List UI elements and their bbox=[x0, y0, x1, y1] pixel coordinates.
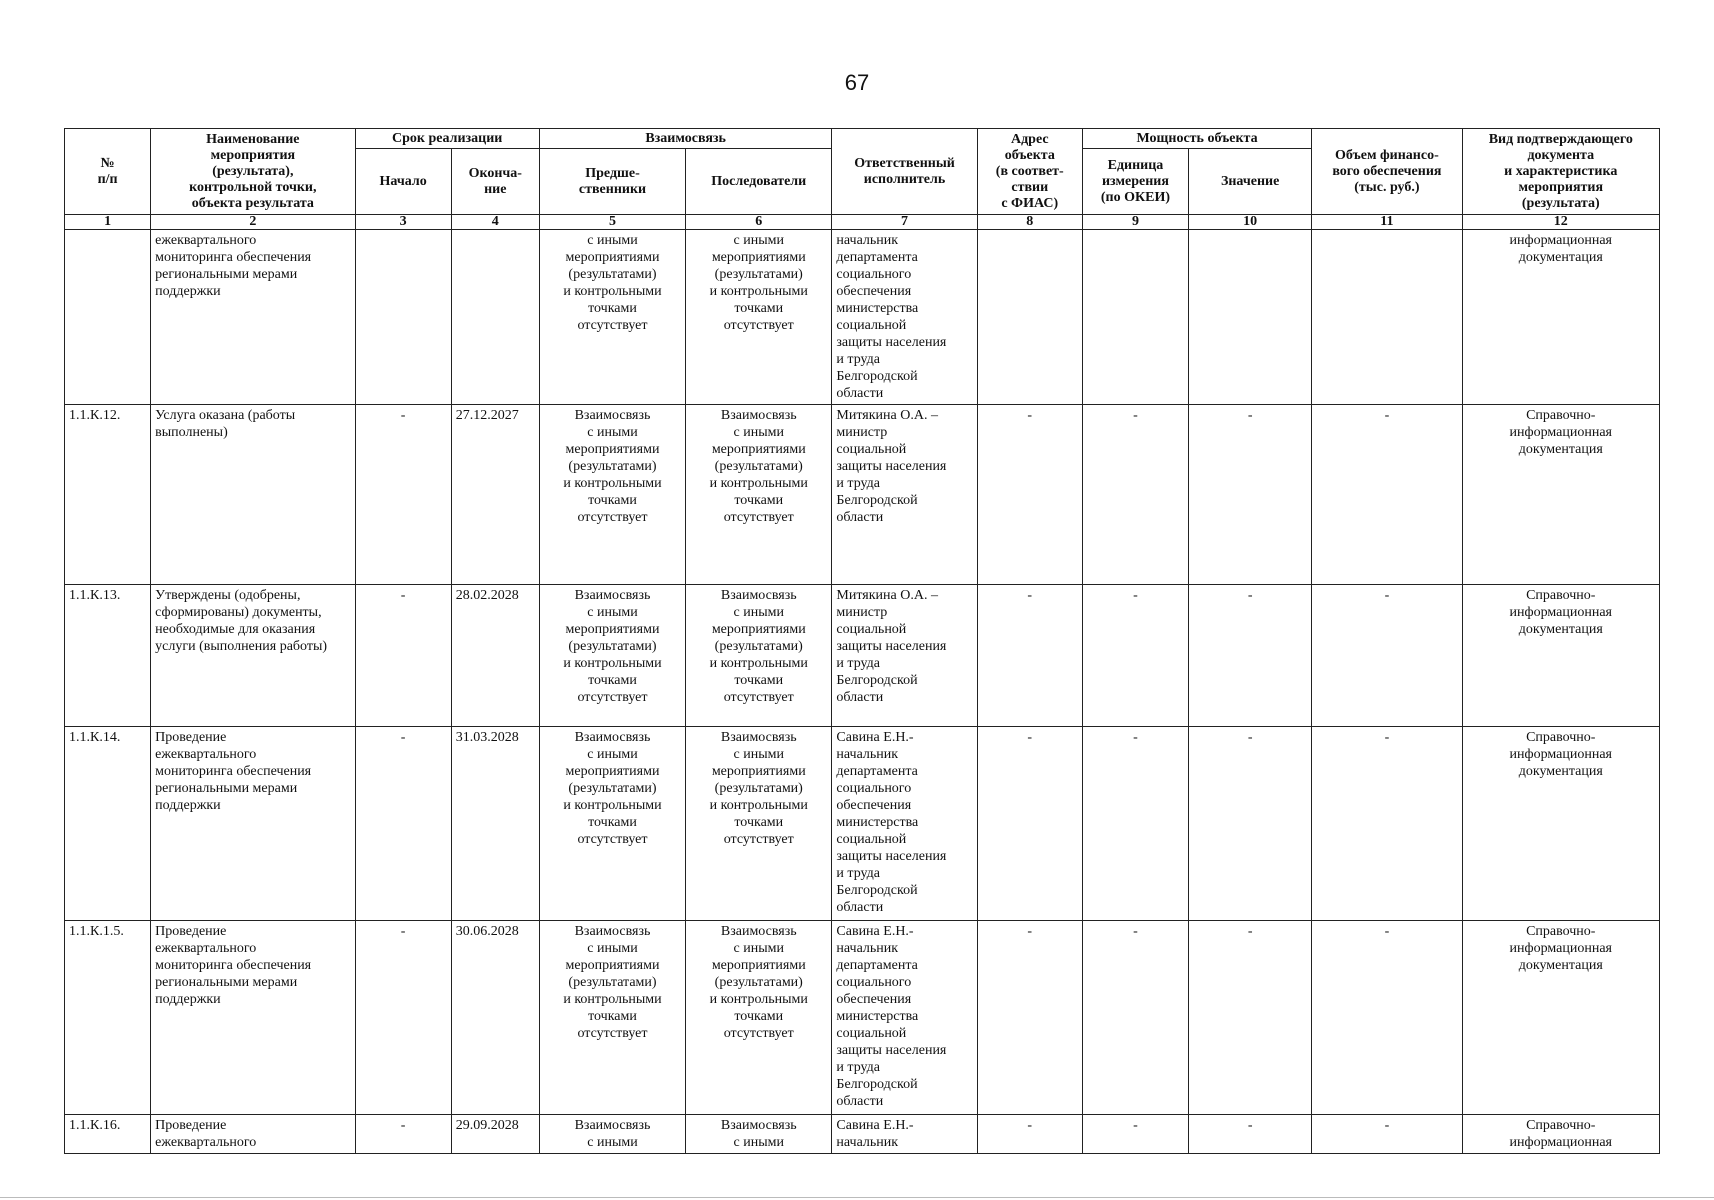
row-start bbox=[355, 230, 451, 405]
table-row bbox=[65, 405, 1660, 585]
row-end: 28.02.2028 bbox=[451, 585, 539, 727]
column-number: 9 bbox=[1082, 215, 1188, 230]
header-unit: Единица измерения (по ОКЕИ) bbox=[1082, 149, 1188, 215]
header-address: Адрес объекта (в соответ- ствии с ФИАС) bbox=[977, 129, 1082, 215]
row-unit: - bbox=[1082, 585, 1188, 727]
row-end: 30.06.2028 bbox=[451, 921, 539, 1115]
row-number: 1.1.К.13. bbox=[65, 585, 151, 727]
row-name: Услуга оказана (работы выполнены) bbox=[151, 405, 355, 585]
header-value: Значение bbox=[1189, 149, 1312, 215]
row-finance: - bbox=[1312, 405, 1462, 585]
row-name: Проведение ежеквартального мониторинга обеспечения региональными мерами поддержки bbox=[151, 727, 355, 921]
row-value: - bbox=[1189, 585, 1312, 727]
header-start: Начало bbox=[355, 149, 451, 215]
column-number: 2 bbox=[151, 215, 355, 230]
column-number: 5 bbox=[539, 215, 685, 230]
row-number: 1.1.К.16. bbox=[65, 1115, 151, 1154]
row-predecessors: Взаимосвязь с иными мероприятиями (результатами) и контрольными точками отсутствует bbox=[539, 585, 685, 727]
row-predecessors: Взаимосвязь с иными мероприятиями (результатами) и контрольными точками отсутствует bbox=[539, 921, 685, 1115]
row-finance: - bbox=[1312, 727, 1462, 921]
footer-rule bbox=[0, 1197, 1714, 1198]
row-executor: начальник департамента социального обеспечения министерства социальной защиты населения и труда Белгородской области bbox=[832, 230, 977, 405]
row-successors: Взаимосвязь с иными мероприятиями (результатами) и контрольными точками отсутствует bbox=[686, 405, 832, 585]
row-name: Утверждены (одобрены, сформированы) документы, необходимые для оказания услуги (выполнения работы) bbox=[151, 585, 355, 727]
column-number: 10 bbox=[1189, 215, 1312, 230]
row-doc: Справочно- информационная bbox=[1462, 1115, 1659, 1154]
table-body bbox=[65, 230, 1660, 1154]
plan-table bbox=[64, 128, 1660, 1154]
row-doc: Справочно- информационная документация bbox=[1462, 405, 1659, 585]
row-address: - bbox=[977, 585, 1082, 727]
row-end: 27.12.2027 bbox=[451, 405, 539, 585]
row-executor: Савина Е.Н.- начальник департамента социального обеспечения министерства социальной защиты населения и труда Белгородской области bbox=[832, 921, 977, 1115]
table-row bbox=[65, 230, 1660, 405]
row-name: Проведение ежеквартального мониторинга обеспечения региональными мерами поддержки bbox=[151, 921, 355, 1115]
row-predecessors: Взаимосвязь с иными мероприятиями (результатами) и контрольными точками отсутствует bbox=[539, 727, 685, 921]
row-finance bbox=[1312, 230, 1462, 405]
row-number: 1.1.К.14. bbox=[65, 727, 151, 921]
column-number: 6 bbox=[686, 215, 832, 230]
row-predecessors: Взаимосвязь с иными мероприятиями (результатами) и контрольными точками отсутствует bbox=[539, 405, 685, 585]
row-value: - bbox=[1189, 1115, 1312, 1154]
row-finance: - bbox=[1312, 585, 1462, 727]
row-executor: Митякина О.А. – министр социальной защиты населения и труда Белгородской области bbox=[832, 405, 977, 585]
row-executor: Митякина О.А. – министр социальной защиты населения и труда Белгородской области bbox=[832, 585, 977, 727]
row-value: - bbox=[1189, 405, 1312, 585]
header-group-capacity: Мощность объекта bbox=[1082, 129, 1311, 149]
row-number: 1.1.К.1.5. bbox=[65, 921, 151, 1115]
header-predecessors: Предше- ственники bbox=[539, 149, 685, 215]
row-finance: - bbox=[1312, 1115, 1462, 1154]
row-unit: - bbox=[1082, 727, 1188, 921]
row-address: - bbox=[977, 727, 1082, 921]
row-unit: - bbox=[1082, 1115, 1188, 1154]
table-row bbox=[65, 1115, 1660, 1154]
row-number: 1.1.К.12. bbox=[65, 405, 151, 585]
header-finance: Объем финансо- вого обеспечения (тыс. руб.) bbox=[1312, 129, 1462, 215]
row-start: - bbox=[355, 1115, 451, 1154]
header-end: Оконча- ние bbox=[451, 149, 539, 215]
row-number bbox=[65, 230, 151, 405]
row-start: - bbox=[355, 727, 451, 921]
row-address bbox=[977, 230, 1082, 405]
row-address: - bbox=[977, 1115, 1082, 1154]
header-group-link: Взаимосвязь bbox=[539, 129, 832, 149]
header-group-period: Срок реализации bbox=[355, 129, 539, 149]
row-predecessors: Взаимосвязь с иными bbox=[539, 1115, 685, 1154]
row-successors: Взаимосвязь с иными мероприятиями (результатами) и контрольными точками отсутствует bbox=[686, 585, 832, 727]
row-end: 31.03.2028 bbox=[451, 727, 539, 921]
table-header bbox=[65, 129, 1660, 230]
row-value bbox=[1189, 230, 1312, 405]
row-predecessors: с иными мероприятиями (результатами) и контрольными точками отсутствует bbox=[539, 230, 685, 405]
column-number: 8 bbox=[977, 215, 1082, 230]
row-unit: - bbox=[1082, 921, 1188, 1115]
row-doc: Справочно- информационная документация bbox=[1462, 921, 1659, 1115]
row-start: - bbox=[355, 405, 451, 585]
row-address: - bbox=[977, 405, 1082, 585]
row-value: - bbox=[1189, 921, 1312, 1115]
row-doc: Справочно- информационная документация bbox=[1462, 585, 1659, 727]
row-doc: Справочно- информационная документация bbox=[1462, 727, 1659, 921]
column-number: 7 bbox=[832, 215, 977, 230]
row-end bbox=[451, 230, 539, 405]
header-num: № п/п bbox=[65, 129, 151, 215]
row-start: - bbox=[355, 921, 451, 1115]
table-row bbox=[65, 921, 1660, 1115]
header-doc: Вид подтверждающего документа и характеристика мероприятия (результата) bbox=[1462, 129, 1659, 215]
row-start: - bbox=[355, 585, 451, 727]
row-end: 29.09.2028 bbox=[451, 1115, 539, 1154]
column-number: 12 bbox=[1462, 215, 1659, 230]
row-successors: Взаимосвязь с иными bbox=[686, 1115, 832, 1154]
row-name: Проведение ежеквартального bbox=[151, 1115, 355, 1154]
table-row bbox=[65, 727, 1660, 921]
row-name: ежеквартального мониторинга обеспечения региональными мерами поддержки bbox=[151, 230, 355, 405]
row-executor: Савина Е.Н.- начальник bbox=[832, 1115, 977, 1154]
row-executor: Савина Е.Н.- начальник департамента социального обеспечения министерства социальной защиты населения и труда Белгородской области bbox=[832, 727, 977, 921]
header-name: Наименование мероприятия (результата), контрольной точки, объекта результата bbox=[151, 129, 355, 215]
header-executor: Ответственный исполнитель bbox=[832, 129, 977, 215]
header-column-numbers bbox=[65, 215, 1660, 230]
row-address: - bbox=[977, 921, 1082, 1115]
row-successors: Взаимосвязь с иными мероприятиями (результатами) и контрольными точками отсутствует bbox=[686, 921, 832, 1115]
row-unit: - bbox=[1082, 405, 1188, 585]
table-row bbox=[65, 585, 1660, 727]
column-number: 4 bbox=[451, 215, 539, 230]
page-number: 67 bbox=[844, 70, 870, 95]
row-successors: с иными мероприятиями (результатами) и контрольными точками отсутствует bbox=[686, 230, 832, 405]
column-number: 1 bbox=[65, 215, 151, 230]
row-finance: - bbox=[1312, 921, 1462, 1115]
column-number: 3 bbox=[355, 215, 451, 230]
row-value: - bbox=[1189, 727, 1312, 921]
header-successors: Последователи bbox=[686, 149, 832, 215]
row-successors: Взаимосвязь с иными мероприятиями (результатами) и контрольными точками отсутствует bbox=[686, 727, 832, 921]
column-number: 11 bbox=[1312, 215, 1462, 230]
row-unit bbox=[1082, 230, 1188, 405]
row-doc: информационная документация bbox=[1462, 230, 1659, 405]
